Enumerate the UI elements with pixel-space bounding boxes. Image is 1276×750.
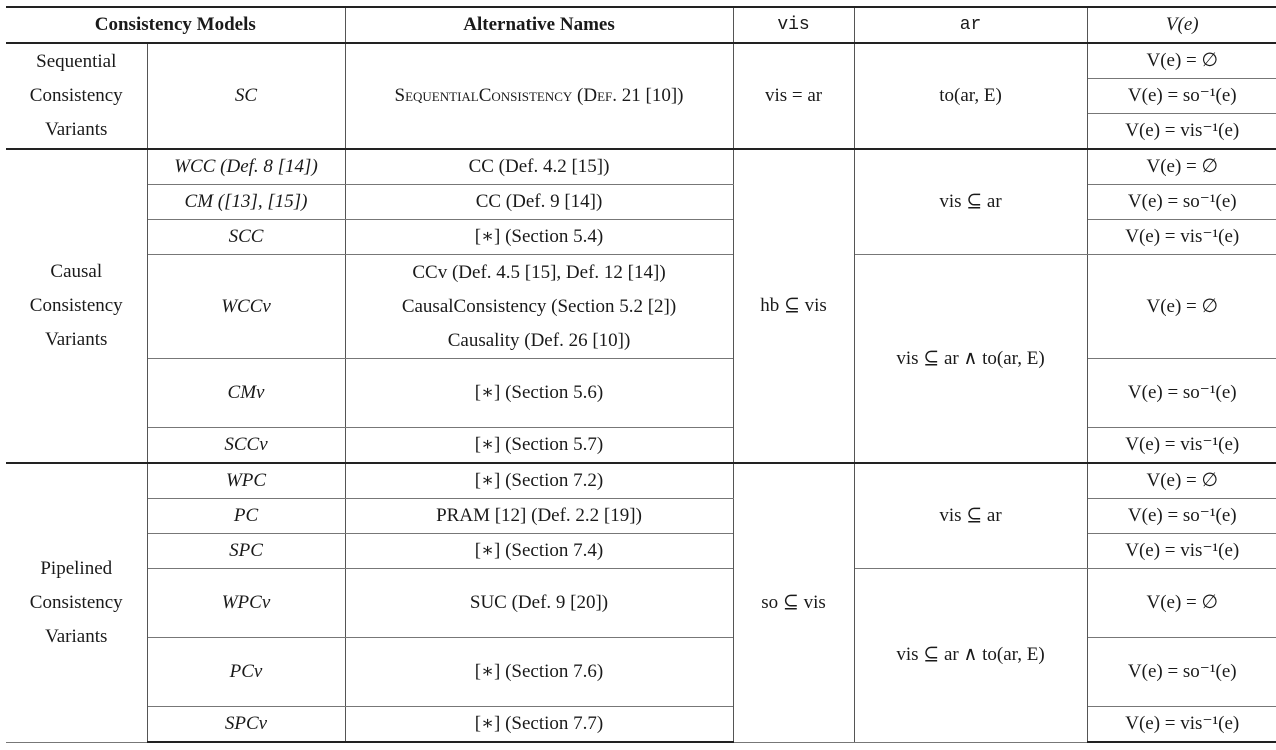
v-cell: V(e) = vis⁻¹(e) bbox=[1087, 428, 1276, 464]
v-cell: V(e) = vis⁻¹(e) bbox=[1087, 707, 1276, 743]
v-cell: V(e) = so⁻¹(e) bbox=[1087, 79, 1276, 114]
ar-cell: vis ⊆ ar bbox=[854, 149, 1087, 255]
model-cell: SC bbox=[147, 43, 345, 149]
alt-name-cell: CC (Def. 4.2 [15]) bbox=[345, 149, 733, 185]
alt-name-cell: [∗] (Section 7.4) bbox=[345, 534, 733, 569]
alt-name-line: CCv (Def. 4.5 [15], Def. 12 [14]) bbox=[412, 261, 666, 283]
table-row bbox=[6, 569, 1276, 638]
header-vis: vis bbox=[733, 7, 854, 43]
v-cell: V(e) = ∅ bbox=[1087, 255, 1276, 359]
ar-cell: to(ar, E) bbox=[854, 43, 1087, 149]
alt-name-line: CausalConsistency (Section 5.2 [2]) bbox=[401, 295, 677, 317]
alt-name-cell: SUC (Def. 9 [20]) bbox=[345, 569, 733, 638]
v-cell: V(e) = ∅ bbox=[1087, 569, 1276, 638]
model-cell: WPC bbox=[147, 463, 345, 499]
alt-name-cell: [∗] (Section 5.6) bbox=[345, 359, 733, 428]
model-cell: SPCv bbox=[147, 707, 345, 743]
vis-cell: vis = ar bbox=[733, 43, 854, 149]
alt-name-cell: [∗] (Section 5.4) bbox=[345, 220, 733, 255]
model-cell: SCCv bbox=[147, 428, 345, 464]
model-cell: WCC (Def. 8 [14]) bbox=[147, 149, 345, 185]
v-cell: V(e) = so⁻¹(e) bbox=[1087, 359, 1276, 428]
vis-cell: so ⊆ vis bbox=[733, 463, 854, 742]
header-ar: ar bbox=[854, 7, 1087, 43]
alt-name-cell: [∗] (Section 7.2) bbox=[345, 463, 733, 499]
ar-cell: vis ⊆ ar bbox=[854, 463, 1087, 569]
header-v: V(e) bbox=[1087, 7, 1276, 43]
table-row bbox=[6, 255, 1276, 359]
model-cell: WCCv bbox=[147, 255, 345, 359]
alt-name-cell: SequentialConsistency (Def. 21 [10]) bbox=[345, 43, 733, 149]
v-cell: V(e) = so⁻¹(e) bbox=[1087, 185, 1276, 220]
group-label-pipelined: Pipelined Consistency Variants bbox=[6, 463, 147, 742]
ar-cell: vis ⊆ ar ∧ to(ar, E) bbox=[854, 255, 1087, 464]
v-cell: V(e) = so⁻¹(e) bbox=[1087, 499, 1276, 534]
header-alternative-names: Alternative Names bbox=[345, 7, 733, 43]
table-row bbox=[6, 43, 1276, 79]
ar-cell: vis ⊆ ar ∧ to(ar, E) bbox=[854, 569, 1087, 743]
alt-name-cell: [∗] (Section 5.7) bbox=[345, 428, 733, 464]
model-cell: WPCv bbox=[147, 569, 345, 638]
model-cell: CMv bbox=[147, 359, 345, 428]
header-consistency-models: Consistency Models bbox=[6, 7, 345, 43]
v-cell: V(e) = vis⁻¹(e) bbox=[1087, 534, 1276, 569]
model-cell: PCv bbox=[147, 638, 345, 707]
alt-name-cell: [∗] (Section 7.6) bbox=[345, 638, 733, 707]
table-row bbox=[6, 463, 1276, 499]
alt-name-line: Causality (Def. 26 [10]) bbox=[447, 329, 631, 351]
v-cell: V(e) = vis⁻¹(e) bbox=[1087, 114, 1276, 150]
model-cell: SPC bbox=[147, 534, 345, 569]
alt-name-cell: CC (Def. 9 [14]) bbox=[345, 185, 733, 220]
v-cell: V(e) = vis⁻¹(e) bbox=[1087, 220, 1276, 255]
alt-name-cell bbox=[345, 255, 733, 359]
model-cell: CM ([13], [15]) bbox=[147, 185, 345, 220]
header-row bbox=[6, 7, 1276, 43]
v-cell: V(e) = ∅ bbox=[1087, 149, 1276, 185]
table-row bbox=[6, 149, 1276, 185]
v-cell: V(e) = so⁻¹(e) bbox=[1087, 638, 1276, 707]
v-cell: V(e) = ∅ bbox=[1087, 43, 1276, 79]
group-label-causal: Causal Consistency Variants bbox=[6, 149, 147, 463]
alt-name-cell: PRAM [12] (Def. 2.2 [19]) bbox=[345, 499, 733, 534]
group-label-sequential: Sequential Consistency Variants bbox=[6, 43, 147, 149]
model-cell: SCC bbox=[147, 220, 345, 255]
alt-name-cell: [∗] (Section 7.7) bbox=[345, 707, 733, 743]
model-cell: PC bbox=[147, 499, 345, 534]
vis-cell: hb ⊆ vis bbox=[733, 149, 854, 463]
v-cell: V(e) = ∅ bbox=[1087, 463, 1276, 499]
consistency-models-table bbox=[6, 6, 1276, 743]
